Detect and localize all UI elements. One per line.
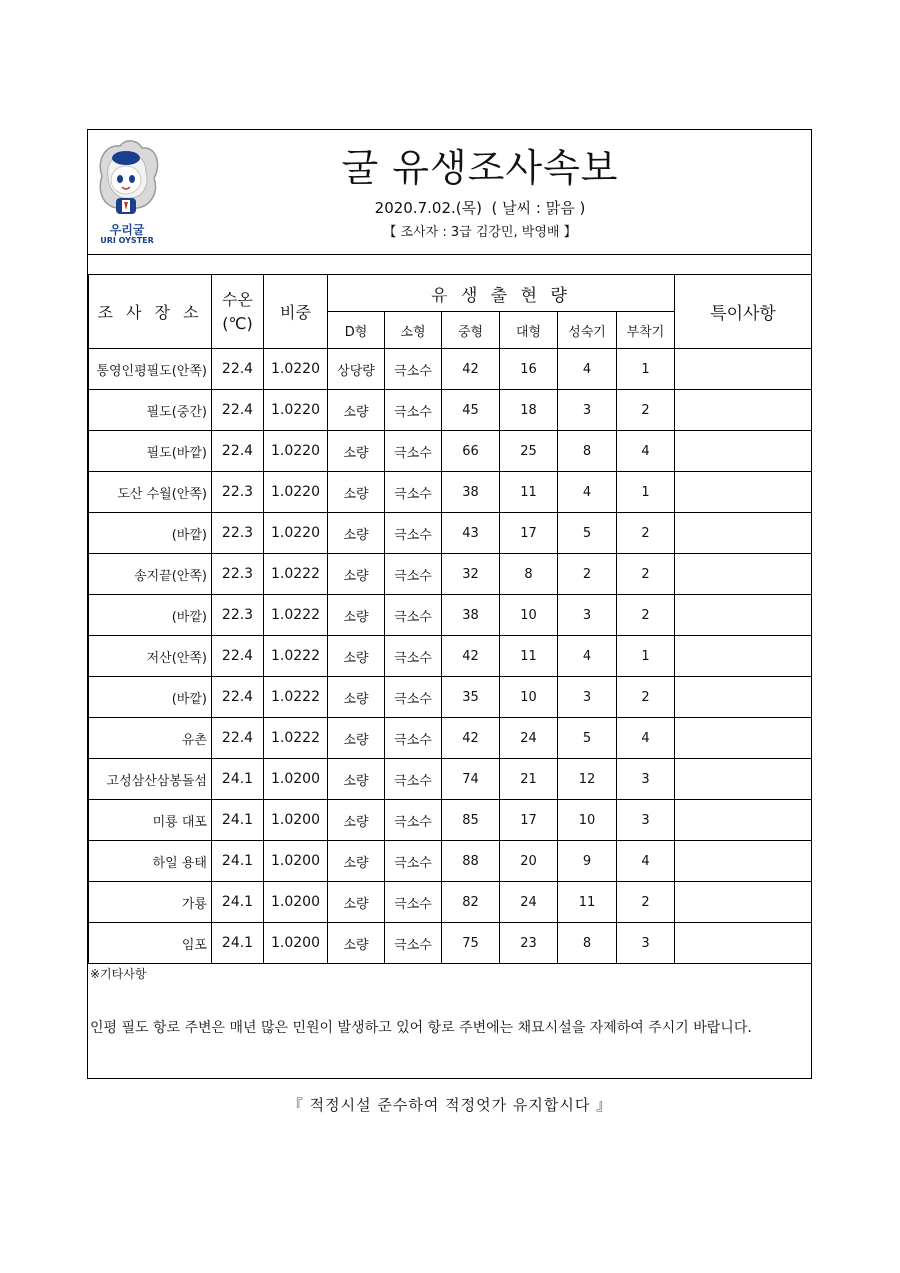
row-mature: 10 [558,800,617,841]
header-larvae-group: 유 생 출 현 량 [328,275,675,312]
row-medium: 82 [442,882,500,923]
row-small: 극소수 [385,513,442,554]
row-d-type: 소량 [328,718,385,759]
header-location: 조 사 장 소 [89,275,212,349]
table-row [89,800,812,841]
row-mature: 4 [558,472,617,513]
row-large: 10 [500,677,558,718]
row-remarks [675,759,812,800]
row-attachment: 2 [617,677,675,718]
row-small: 극소수 [385,431,442,472]
row-small: 극소수 [385,636,442,677]
row-water-temp: 24.1 [212,800,264,841]
row-attachment: 1 [617,636,675,677]
row-mature: 8 [558,431,617,472]
row-density: 1.0220 [264,431,328,472]
row-small: 극소수 [385,472,442,513]
logo-brand-korean: 우리굴 [109,223,145,237]
row-mature: 4 [558,636,617,677]
row-mature: 9 [558,841,617,882]
row-large: 24 [500,882,558,923]
row-large: 17 [500,513,558,554]
row-small: 극소수 [385,595,442,636]
report-investigator: 【 조사자 : 3급 김강민, 박영배 】 [383,225,577,240]
row-medium: 38 [442,595,500,636]
row-mature: 5 [558,718,617,759]
row-attachment: 1 [617,472,675,513]
row-attachment: 2 [617,554,675,595]
row-density: 1.0200 [264,882,328,923]
header-remarks: 특이사항 [675,275,812,349]
row-large: 16 [500,349,558,390]
row-remarks [675,595,812,636]
row-remarks [675,349,812,390]
row-remarks [675,472,812,513]
row-location: 송지끝(안쪽) [89,554,212,595]
row-location: 임포 [89,923,212,964]
row-remarks [675,431,812,472]
row-density: 1.0220 [264,390,328,431]
table-row [89,349,812,390]
row-medium: 32 [442,554,500,595]
table-row [89,882,812,923]
row-density: 1.0200 [264,759,328,800]
row-large: 18 [500,390,558,431]
row-medium: 38 [442,472,500,513]
row-density: 1.0222 [264,718,328,759]
row-large: 21 [500,759,558,800]
row-mature: 5 [558,513,617,554]
table-row [89,636,812,677]
row-location: (바깥) [89,595,212,636]
row-d-type: 소량 [328,923,385,964]
table-row [89,390,812,431]
row-water-temp: 22.4 [212,636,264,677]
oyster-mascot-icon [92,136,162,226]
row-attachment: 2 [617,390,675,431]
row-small: 극소수 [385,882,442,923]
row-small: 극소수 [385,349,442,390]
row-d-type: 소량 [328,595,385,636]
header-medium: 중형 [442,312,500,349]
row-small: 극소수 [385,841,442,882]
row-water-temp: 22.3 [212,472,264,513]
notes-section [88,961,811,1078]
row-location: 고성삼산삼봉돌섬 [89,759,212,800]
row-remarks [675,800,812,841]
row-water-temp: 22.3 [212,554,264,595]
row-large: 20 [500,841,558,882]
row-medium: 75 [442,923,500,964]
row-mature: 4 [558,349,617,390]
row-remarks [675,841,812,882]
row-remarks [675,554,812,595]
row-density: 1.0220 [264,472,328,513]
row-medium: 85 [442,800,500,841]
uri-oyster-logo [92,136,162,248]
row-attachment: 4 [617,841,675,882]
row-attachment: 2 [617,882,675,923]
row-density: 1.0220 [264,513,328,554]
row-location: 저산(안쪽) [89,636,212,677]
row-water-temp: 24.1 [212,923,264,964]
row-density: 1.0220 [264,349,328,390]
table-row [89,554,812,595]
row-remarks [675,390,812,431]
row-attachment: 2 [617,595,675,636]
row-d-type: 상당량 [328,349,385,390]
row-d-type: 소량 [328,677,385,718]
logo-brand-english: URI OYSTER [100,236,154,245]
row-water-temp: 22.3 [212,513,264,554]
row-remarks [675,677,812,718]
table-row [89,718,812,759]
report-date-weather: 2020.7.02.(목) ( 날씨 : 맑음 ) [374,199,586,217]
row-location: 가룡 [89,882,212,923]
row-remarks [675,513,812,554]
row-d-type: 소량 [328,841,385,882]
row-attachment: 2 [617,513,675,554]
row-mature: 3 [558,595,617,636]
row-d-type: 소량 [328,759,385,800]
row-medium: 42 [442,718,500,759]
row-attachment: 4 [617,718,675,759]
table-row [89,472,812,513]
row-water-temp: 22.4 [212,431,264,472]
row-location: 하일 용태 [89,841,212,882]
row-water-temp: 22.4 [212,390,264,431]
row-density: 1.0200 [264,800,328,841]
table-row [89,923,812,964]
row-density: 1.0200 [264,841,328,882]
row-location: 도산 수월(안쪽) [89,472,212,513]
row-attachment: 1 [617,349,675,390]
header-large: 대형 [500,312,558,349]
row-water-temp: 22.4 [212,349,264,390]
row-location: (바깥) [89,677,212,718]
row-d-type: 소량 [328,390,385,431]
row-large: 11 [500,472,558,513]
header-water-temp: 수온 (℃) [212,275,264,349]
logo-text [92,224,162,246]
notes-body: 인평 필도 항로 주변은 매년 많은 민원이 발생하고 있어 항로 주변에는 채묘시설을 자제하여 주시기 바랍니다. [90,1020,752,1036]
row-density: 1.0200 [264,923,328,964]
row-density: 1.0222 [264,554,328,595]
row-location: 필도(중간) [89,390,212,431]
row-medium: 45 [442,390,500,431]
row-medium: 35 [442,677,500,718]
row-small: 극소수 [385,554,442,595]
report-title: 굴 유생조사속보 [341,146,619,190]
row-density: 1.0222 [264,595,328,636]
header-attachment: 부착기 [617,312,675,349]
row-large: 11 [500,636,558,677]
row-remarks [675,882,812,923]
row-medium: 42 [442,349,500,390]
row-density: 1.0222 [264,677,328,718]
row-mature: 8 [558,923,617,964]
row-medium: 43 [442,513,500,554]
row-attachment: 3 [617,759,675,800]
header-density: 비중 [264,275,328,349]
row-mature: 12 [558,759,617,800]
row-water-temp: 22.4 [212,718,264,759]
row-water-temp: 22.4 [212,677,264,718]
row-d-type: 소량 [328,554,385,595]
row-medium: 42 [442,636,500,677]
header-mature: 성숙기 [558,312,617,349]
row-medium: 88 [442,841,500,882]
row-mature: 3 [558,677,617,718]
row-d-type: 소량 [328,800,385,841]
row-small: 극소수 [385,677,442,718]
row-large: 10 [500,595,558,636]
table-row [89,431,812,472]
row-small: 극소수 [385,923,442,964]
row-water-temp: 24.1 [212,759,264,800]
row-mature: 3 [558,390,617,431]
table-row [89,595,812,636]
row-d-type: 소량 [328,882,385,923]
row-small: 극소수 [385,718,442,759]
row-remarks [675,923,812,964]
table-row [89,513,812,554]
row-remarks [675,718,812,759]
row-attachment: 4 [617,431,675,472]
row-medium: 74 [442,759,500,800]
row-location: 유촌 [89,718,212,759]
row-large: 23 [500,923,558,964]
row-location: 통영인평필도(안쪽) [89,349,212,390]
row-d-type: 소량 [328,431,385,472]
header-d-type: D형 [328,312,385,349]
row-attachment: 3 [617,923,675,964]
row-large: 17 [500,800,558,841]
notes-label: ※기타사항 [90,967,147,981]
row-remarks [675,636,812,677]
row-d-type: 소량 [328,513,385,554]
row-mature: 2 [558,554,617,595]
footer-slogan: 『 적정시설 준수하여 적정엇가 유지합시다 』 [287,1096,613,1114]
row-large: 24 [500,718,558,759]
header-small: 소형 [385,312,442,349]
row-mature: 11 [558,882,617,923]
row-large: 8 [500,554,558,595]
table-row [89,677,812,718]
row-location: 미룡 대포 [89,800,212,841]
row-small: 극소수 [385,390,442,431]
row-density: 1.0222 [264,636,328,677]
row-water-temp: 22.3 [212,595,264,636]
header-divider [88,254,811,255]
row-location: 필도(바깥) [89,431,212,472]
row-d-type: 소량 [328,472,385,513]
row-location: (바깥) [89,513,212,554]
row-large: 25 [500,431,558,472]
row-small: 극소수 [385,800,442,841]
larvae-survey-table [88,274,812,964]
row-water-temp: 24.1 [212,841,264,882]
row-water-temp: 24.1 [212,882,264,923]
row-small: 극소수 [385,759,442,800]
row-attachment: 3 [617,800,675,841]
table-row [89,841,812,882]
row-medium: 66 [442,431,500,472]
table-row [89,759,812,800]
row-d-type: 소량 [328,636,385,677]
